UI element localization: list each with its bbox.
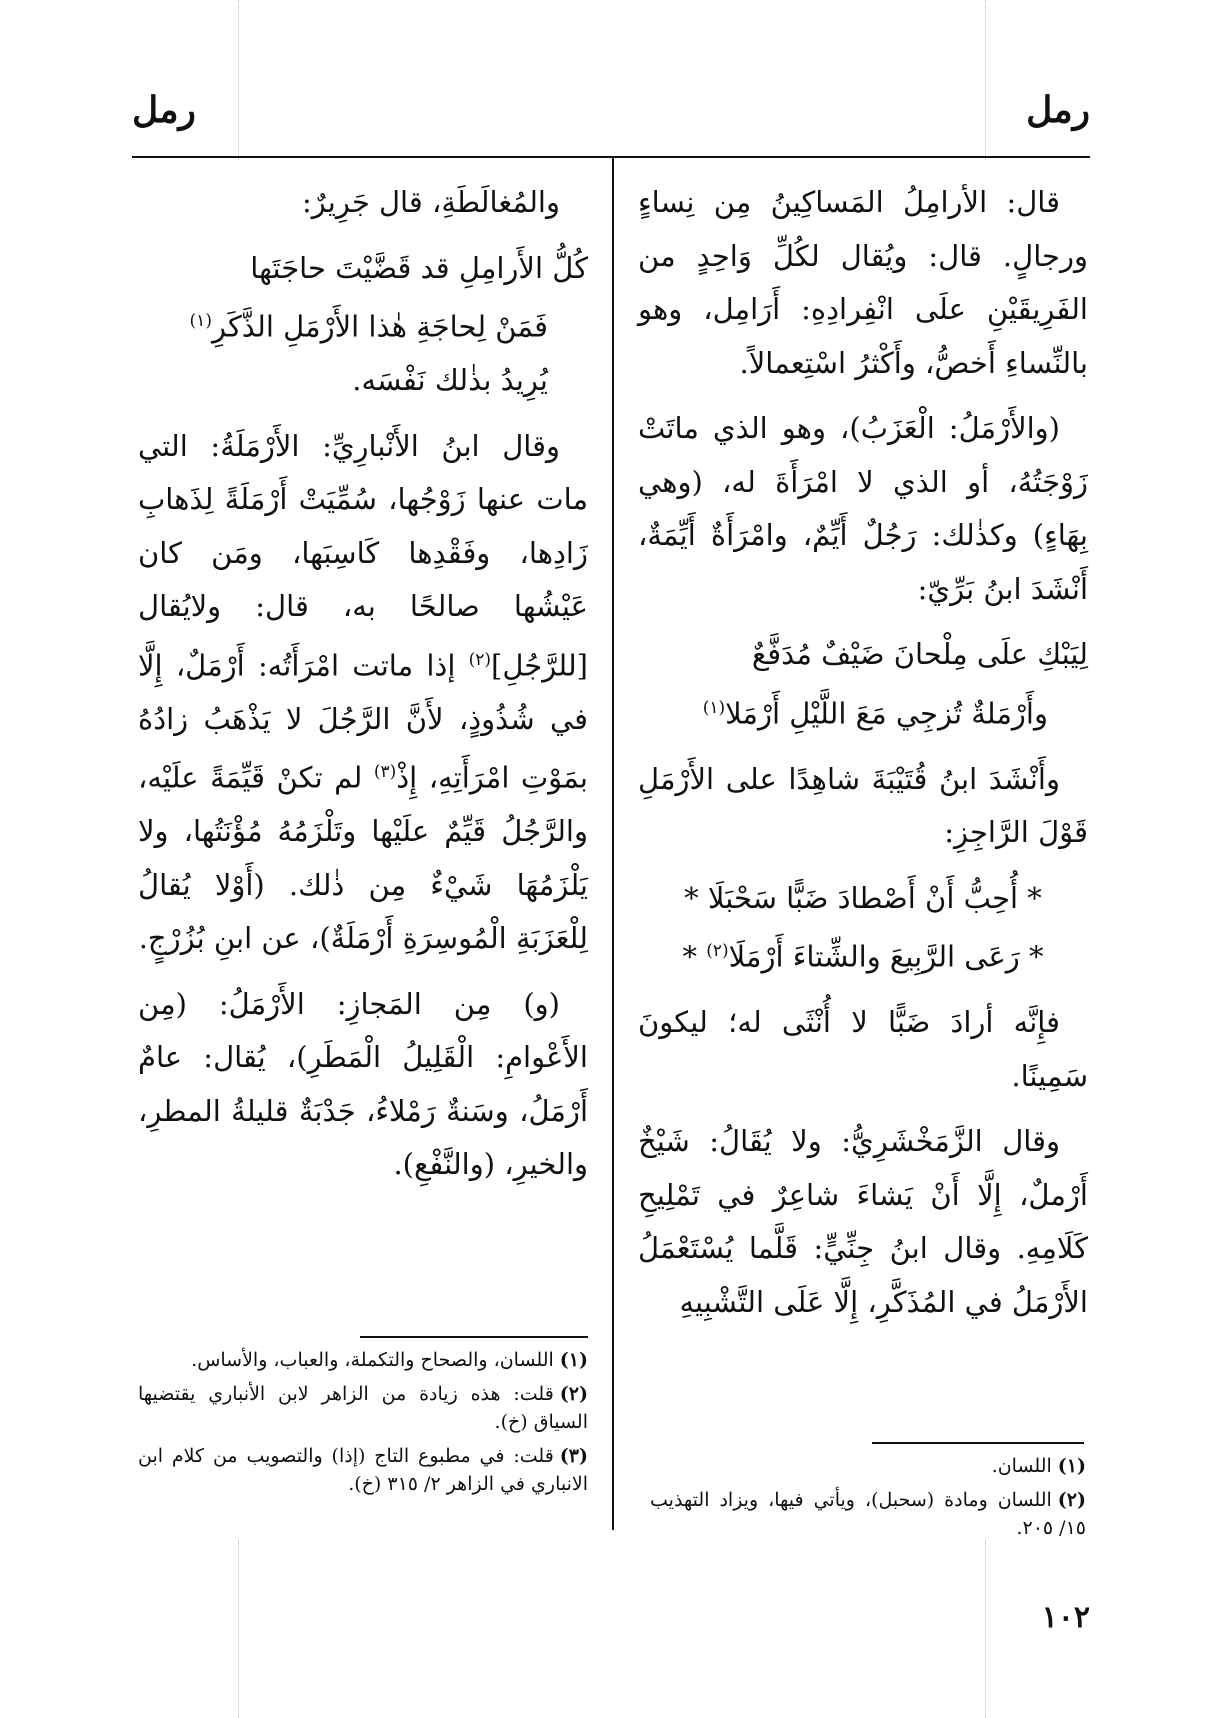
paragraph-text: إذا ماتت امْرَأَتُه: أَرْمَلٌ، إِلَّا في شُذُوذٍ، لأَنَّ الرَّجُلَ لا يَذْهَبُ زادُهُ بمَوْتِ امْرَأَتِهِ، إِذْ xyxy=(138,648,589,795)
footnote-rule-right xyxy=(872,1442,1084,1444)
verse-text: وأَرْمَلةٌ تُزجِي مَعَ اللَّيْلِ أَرْمَلا xyxy=(725,696,1048,731)
verse-line: لِيَبْكِ علَى مِلْحانَ ضَيْفٌ مُدَفَّعٌ xyxy=(751,637,1088,671)
footnote-marker: (٣) xyxy=(373,762,397,783)
verse-line xyxy=(638,682,1088,741)
footnote-rule-left xyxy=(360,1336,588,1338)
rajaz-line: * أُحِبُّ أَنْ أَصْطادَ ضَبًّا سَحْبَلَا * xyxy=(684,880,1042,915)
rajaz-line xyxy=(638,925,1088,984)
footnote-marker: (١) xyxy=(189,311,212,331)
footnote xyxy=(650,1486,1086,1542)
footnote-number: (١) xyxy=(559,1349,588,1371)
footnote xyxy=(138,1442,588,1498)
running-header-left: رمل xyxy=(132,89,196,131)
paragraph-armal-azab: (والأَرْمَلُ: الْعَزَبُ)، وهو الذي ماتَتْ زَوْجَتُهُ، أو الذي لا امْرَأَةَ له، (وهي بِهَاءٍ) وكذٰلك: رَجُلٌ أَيِّمٌ، وامْرَأَةٌ أَيِّمَةٌ، أَنْشَدَ ابنُ بَرِّيّ: xyxy=(638,411,1088,606)
page-number: ١٠٢ xyxy=(1041,1600,1090,1635)
footnotes-left xyxy=(138,1346,588,1504)
scan-fold-guide-right-bottom xyxy=(985,1540,986,1718)
paragraph-ibn-qutayba: وأَنْشَدَ ابنُ قُتَيْبَةَ شاهِدًا على الأَرْمَلِ قَوْلَ الرَّاجِزِ: xyxy=(638,761,1088,850)
footnote-text: اللسان ومادة (سحبل)، ويأتي فيها، ويزاد التهذيب ١٥/ ٢٠٥. xyxy=(650,1489,1086,1539)
paragraph-arāmil: قال: الأرامِلُ المَساكِينُ مِن نِساءٍ ورجالٍ. قال: ويُقال لكُلِّ وَاحِدٍ من الفَرِيقَيْنِ علَى انْفِرادِهِ: أَرَامِل، وهو بالنِّساءِ أَخصُّ، وأَكْثرُ اسْتِعمالاً. xyxy=(638,185,1088,380)
footnotes-right xyxy=(650,1452,1086,1548)
footnote-text: اللسان، والصحاح والتكملة، والعباب، والأساس. xyxy=(191,1349,554,1371)
paragraph-majaz: (و) مِن المَجازِ: الأَرْمَلُ: (مِن الأَعْوامِ: الْقَلِيلُ الْمَطَرِ)، يُقال: عامٌ أَرْمَلُ، وسَنةٌ رَمْلاءُ، جَدْبَةٌ قليلةُ المطرِ، والخيرِ، (والنَّفْعِ). xyxy=(138,986,588,1182)
verse-line xyxy=(138,295,588,354)
footnote-number: (٢) xyxy=(1057,1489,1086,1511)
footnote-marker: (٢) xyxy=(468,649,492,670)
scan-fold-guide-left-bottom xyxy=(238,1540,239,1718)
paragraph-zamakhshari: وقال الزَّمَخْشَرِيُّ: ولا يُقَالُ: شَيْخٌ أَرْملٌ، إِلَّا أَنْ يَشاءَ شاعِرٌ في تَمْلِيحِ كَلَامِهِ. وقال ابنُ جِنِّيٍّ: قَلَّما يُسْتَعْمَلُ الأَرْمَلُ في المُذَكَّرِ، إِلَّا عَلَى التَّشْبِيهِ xyxy=(638,1124,1088,1319)
paragraph-jarir: والمُغالَطَةِ، قال جَرِيرٌ: xyxy=(302,185,560,219)
running-header-right: رمل xyxy=(1026,89,1090,131)
paragraph-text: لم تكنْ قَيِّمَةً علَيْه، والرَّجُلُ قَيِّمٌ علَيْها وتَلْزَمُهُ مُؤْنَتُها، ولا يَلْزَمُهَا شَيْءٌ مِن ذٰلك. (أَوْلا يُقالُ لِلْعَزَبَةِ الْمُوسِرَةِ أَرْمَلَةٌ)، عن ابنِ بُزُرْجٍ. xyxy=(138,760,588,956)
footnote-text: قلت: هذه زيادة من الزاهر لابن الأنباري يقتضيها السياق (خ). xyxy=(138,1383,588,1433)
rajaz-star: * xyxy=(682,939,707,974)
paragraph-text: وقال ابنُ الأَنْبارِيِّ: الأَرْمَلَةُ: التي مات عنها زَوْجُها، سُمِّيَتْ أَرْمَلَةً لِذَهابِ زَادِها، وفَقْدِها كَاسِبَها، ومَن كان عَيْشُها صالحًا به، قال: ولايُقال [للرَّجُلِ] xyxy=(138,428,588,683)
footnote xyxy=(138,1380,588,1436)
left-column xyxy=(138,176,588,1204)
paragraph-ibn-anbari xyxy=(138,420,588,966)
right-column xyxy=(638,176,1088,1341)
scan-fold-guide-right xyxy=(985,0,986,160)
column-divider xyxy=(612,158,614,1530)
footnote-marker: (٢) xyxy=(706,941,729,962)
verse-text: فَمَنْ لِحاجَةِ هٰذا الأَرْمَلِ الذَّكَرِ xyxy=(211,309,548,344)
footnote xyxy=(138,1346,588,1374)
footnote-text: اللسان. xyxy=(991,1455,1052,1477)
footnote-number: (٢) xyxy=(559,1383,588,1405)
header-rule xyxy=(132,156,1090,158)
footnote-number: (١) xyxy=(1057,1455,1086,1477)
verse-line: كُلُّ الأَرامِلِ قد قَضَّيْتَ حاجَتَها xyxy=(250,250,588,285)
rajaz-text: * رَعَى الرَّبِيعَ والشِّتاءَ أَرْمَلَا xyxy=(728,939,1044,974)
scan-fold-guide-left xyxy=(238,0,239,160)
footnote-text: قلت: في مطبوع التاج (إذا) والتصويب من كلام ابن الانباري في الزاهر ٢/ ٣١٥ (خ). xyxy=(138,1445,588,1495)
footnote-marker: (١) xyxy=(702,697,726,718)
footnote xyxy=(650,1452,1086,1480)
paragraph-meaning: فإِنَّه أرادَ ضَبًّا لا أُنْثَى له؛ ليكونَ سَمِينًا. xyxy=(638,1005,1088,1093)
verse-note: يُرِيدُ بذٰلك نَفْسَه. xyxy=(352,363,548,398)
footnote-number: (٣) xyxy=(559,1445,588,1467)
